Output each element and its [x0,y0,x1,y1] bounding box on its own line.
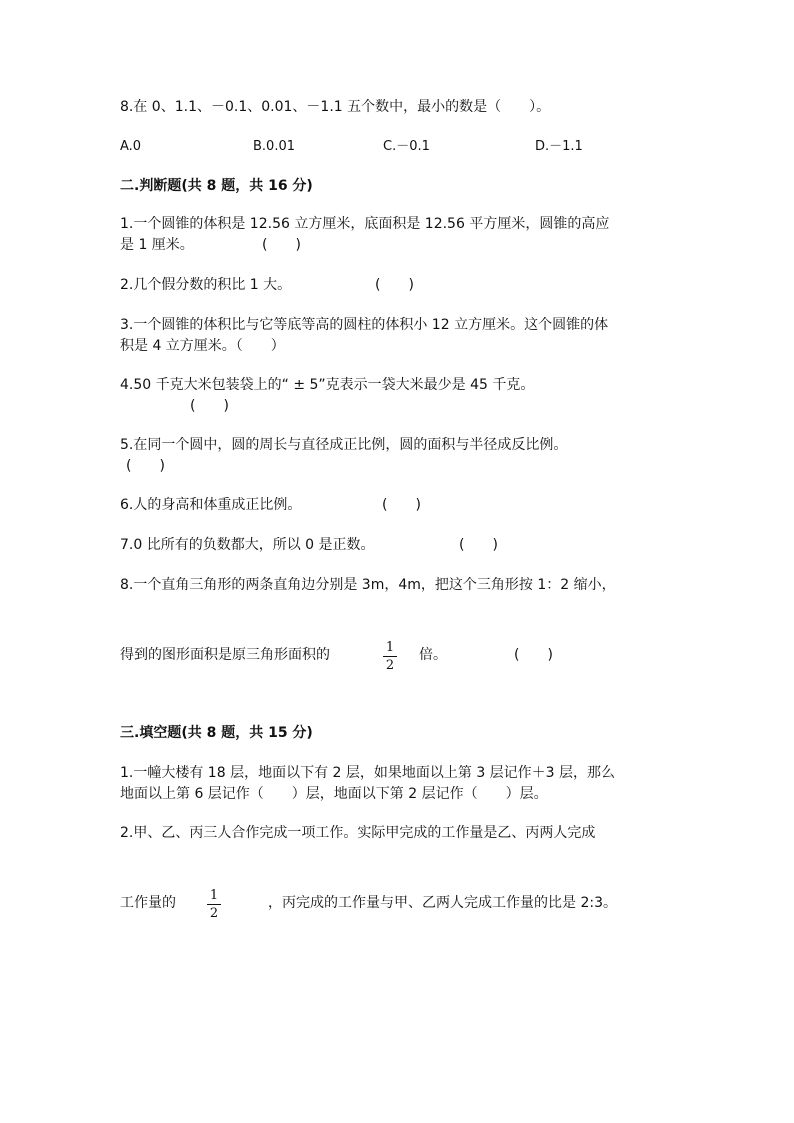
tf-question-7: 7.0 比所有的负数都大，所以 0 是正数。 [120,537,375,553]
fraction-one-half [383,640,397,673]
fraction-numerator: 1 [209,888,219,903]
tf-question-8-line2-pre: 得到的图形面积是原三角形面积的 [120,647,330,663]
fill-question-1-line1: 1.一幢大楼有 18 层，地面以下有 2 层，如果地面以上第 3 层记作＋3 层，那么 [120,765,616,781]
tf-question-3-line1: 3.一个圆锥的体积比与它等底等高的圆柱的体积小 12 立方厘米。这个圆锥的体 [120,317,609,333]
tf-question-6: 6.人的身高和体重成正比例。 [120,497,302,513]
fraction-bar [383,656,397,657]
tf-question-1-line1: 1.一个圆锥的体积是 12.56 立方厘米，底面积是 12.56 平方厘米，圆锥的高应 [120,216,610,232]
section-3-heading: 三.填空题(共 8 题，共 15 分) [120,725,313,741]
fill-question-2-line2-pre: 工作量的 [120,895,176,911]
tf-question-5-answer-blank[interactable]: ( ) [126,458,165,474]
fraction-numerator: 1 [385,640,395,655]
fill-question-1-line2: 地面以上第 6 层记作（ ）层，地面以下第 2 层记作（ ）层。 [120,786,548,802]
tf-question-3-line2: 积是 4 立方厘米。（ ） [120,338,285,354]
tf-question-2-answer-blank[interactable]: ( ) [375,277,414,293]
tf-question-2: 2.几个假分数的积比 1 大。 [120,277,292,293]
fraction-bar [207,904,221,905]
tf-question-1-answer-blank[interactable]: ( ) [262,237,301,253]
tf-question-8-line1: 8.一个直角三角形的两条直角边分别是 3m，4m，把这个三角形按 1：2 缩小， [120,577,616,593]
option-a: A.0 [120,139,142,154]
fraction-one-half [207,888,221,921]
tf-question-4-line1: 4.50 千克大米包装袋上的“ ± 5”克表示一袋大米最少是 45 千克。 [120,377,535,393]
tf-question-5-line1: 5.在同一个圆中，圆的周长与直径成正比例，圆的面积与半径成反比例。 [120,437,568,453]
option-c: C.－0.1 [383,139,430,154]
tf-question-7-answer-blank[interactable]: ( ) [459,537,498,553]
option-d: D.－1.1 [535,139,583,154]
fill-question-2-line1: 2.甲、乙、丙三人合作完成一项工作。实际甲完成的工作量是乙、丙两人完成 [120,825,596,841]
fraction-denominator: 2 [209,906,219,921]
tf-question-6-answer-blank[interactable]: ( ) [382,497,421,513]
tf-question-8-answer-blank[interactable]: ( ) [514,647,553,663]
option-b: B.0.01 [253,139,295,154]
tf-question-1-line2: 是 1 厘米。 [120,237,194,253]
fraction-denominator: 2 [385,658,395,673]
section-2-heading: 二.判断题(共 8 题，共 16 分) [120,178,313,194]
question-8-choice: 8.在 0、1.1、－0.1、0.01、－1.1 五个数中，最小的数是（ ）。 [120,99,551,115]
fill-question-2-line2-post: ，丙完成的工作量与甲、乙两人完成工作量的比是 2:3。 [268,895,617,911]
tf-question-4-answer-blank[interactable]: ( ) [190,398,229,414]
tf-question-8-line2-post: 倍。 [419,647,447,663]
